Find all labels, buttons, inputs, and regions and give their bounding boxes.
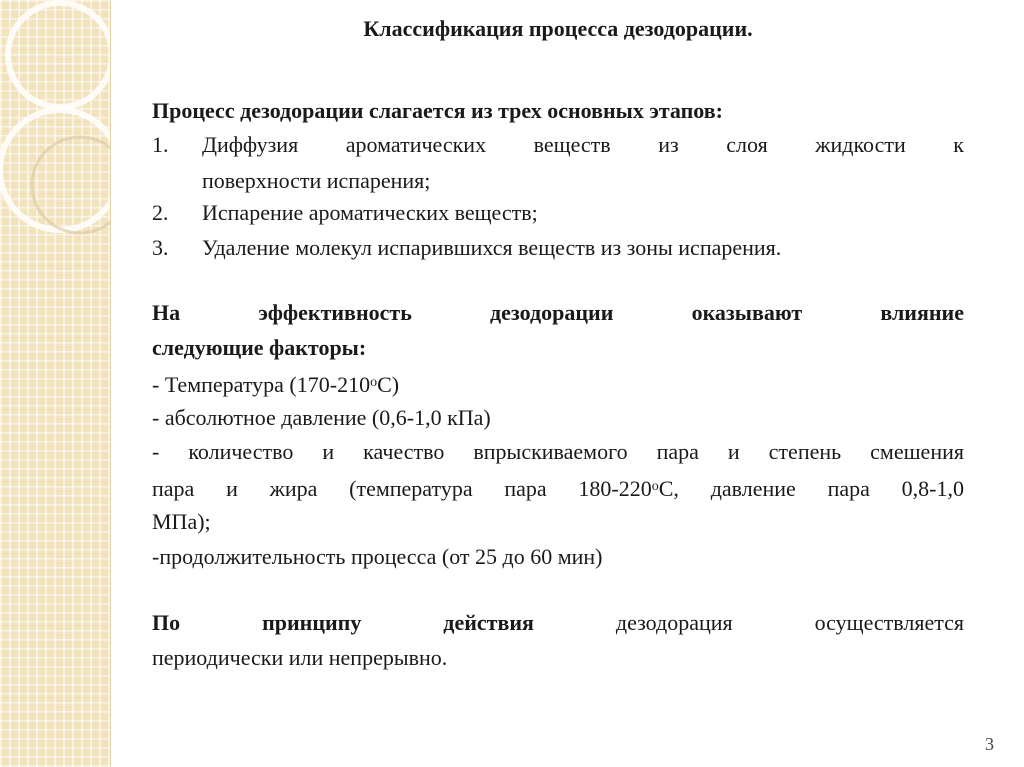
factors-intro: На эффективность дезодорации оказывают влияние bbox=[152, 300, 964, 325]
factor-steam-cont2: МПа); bbox=[152, 509, 211, 534]
principle-line-cont: периодически или непрерывно. bbox=[152, 645, 448, 670]
principle-bold: По принципу действия bbox=[152, 610, 534, 635]
decorative-side-panel bbox=[0, 0, 111, 767]
decorative-rings bbox=[0, 0, 110, 767]
list-text: Испарение ароматических веществ; bbox=[202, 200, 538, 225]
page-number: 3 bbox=[985, 734, 994, 754]
slide-title: Классификация процесса дезодорации. bbox=[363, 16, 753, 41]
list-text: Удаление молекул испарившихся веществ из зоны испарения. bbox=[202, 235, 782, 260]
factor-steam-cont: пара и жира (температура пара $180-220^оС$, давление пара 0,8-1,0 bbox=[152, 476, 964, 501]
list-text: Диффузия ароматических веществ из слоя жидкости к bbox=[202, 132, 964, 157]
list-number: 3. bbox=[152, 235, 169, 260]
factor-duration: -продолжительность процесса (от 25 до 60 мин) bbox=[152, 544, 603, 569]
factors-intro-cont: следующие факторы: bbox=[152, 335, 367, 360]
stages-intro: Процесс дезодорации слагается из трех основных этапов: bbox=[152, 98, 723, 123]
factor-steam: - количество и качество впрыскиваемого пара и степень смешения bbox=[152, 439, 964, 464]
list-number: 2. bbox=[152, 200, 169, 225]
list-number: 1. bbox=[152, 132, 169, 157]
principle-line: По принципу действия дезодорация осуществляется bbox=[152, 610, 964, 635]
factor-pressure: - абсолютное давление (0,6-1,0 кПа) bbox=[152, 405, 491, 430]
factor-temperature: - Температура $(170-210^оС)$ bbox=[152, 372, 400, 397]
list-text-cont: поверхности испарения; bbox=[202, 168, 431, 193]
